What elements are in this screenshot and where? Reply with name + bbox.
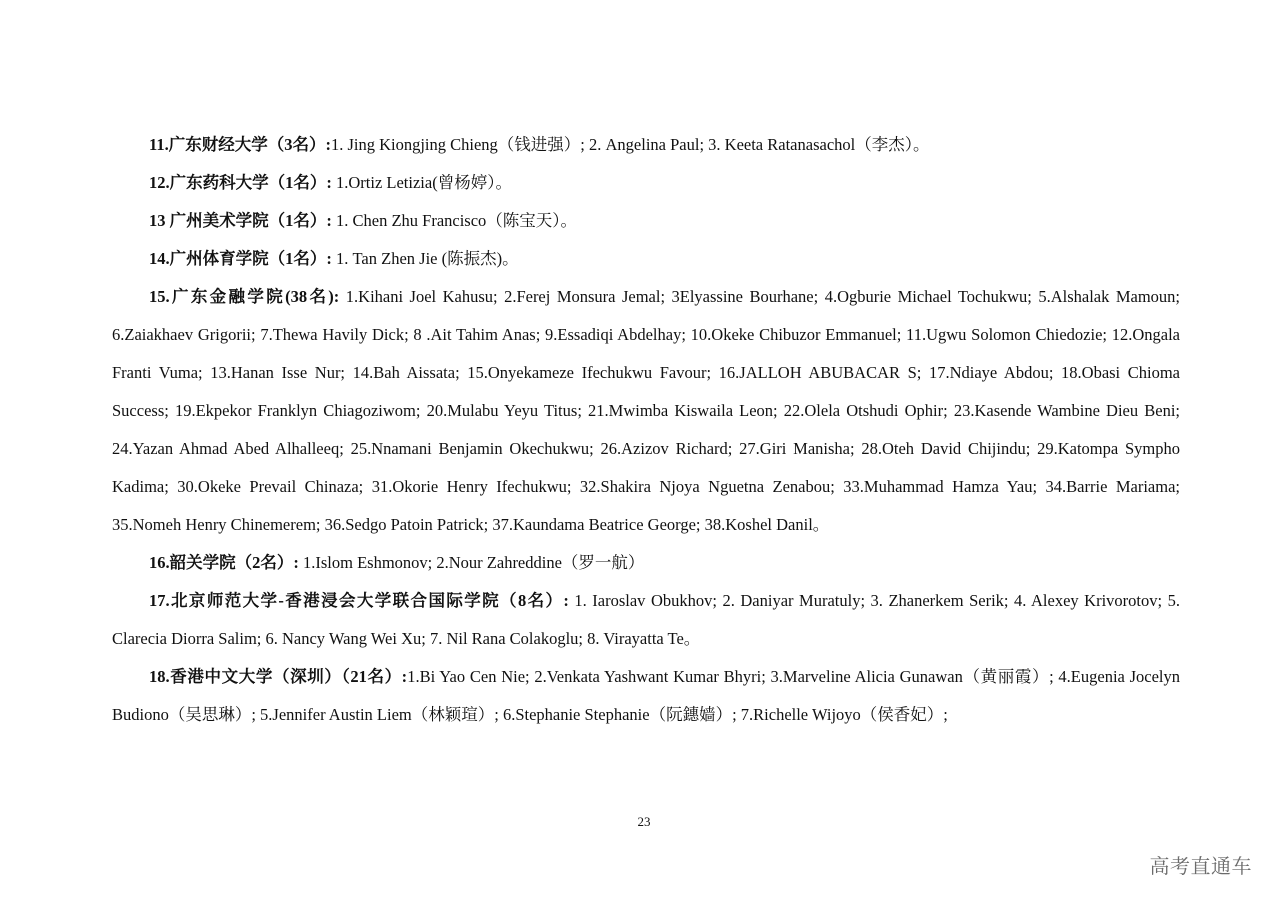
university-entry-13 — [112, 202, 1180, 240]
university-heading: 18.香港中文大学（深圳）（21名）: — [149, 667, 408, 686]
university-heading: 16.韶关学院（2名）: — [149, 553, 299, 572]
university-entry-12 — [112, 164, 1180, 202]
student-name-list: 1.Bi Yao Cen Nie; 2.Venkata Yashwant Kumar Bhyri; 3.Marveline Alicia Gunawan（黄丽霞）; 4.Eugenia Jocelyn Budiono（吴思琳）; 5.Jennifer Austin Liem（林颖瑄）; 6.Stephanie Stephanie（阮鏸嫱）; 7.Richelle Wijoyo（侯香妃）; — [112, 667, 1180, 724]
university-heading: 14.广州体育学院（1名）: — [149, 249, 332, 268]
student-name-list: 1.Kihani Joel Kahusu; 2.Ferej Monsura Jemal; 3Elyassine Bourhane; 4.Ogburie Michael Tochukwu; 5.Alshalak Mamoun; 6.Zaiakhaev Grigorii; 7.Thewa Havily Dick; 8 .Ait Tahim Anas; 9.Essadiqi Abdelhay; 10.Okeke Chibuzor Emmanuel; 11.Ugwu Solomon Chiedozie; 12.Ongala Franti Vuma; 13.Hanan Isse Nur; 14.Bah Aissata; 15.Onyekameze Ifechukwu Favour; 16.JALLOH ABUBACAR S; 17.Ndiaye Abdou; 18.Obasi Chioma Success; 19.Ekpekor Franklyn Chiagoziwom; 20.Mulabu Yeyu Titus; 21.Mwimba Kiswaila Leon; 22.Olela Otshudi Ophir; 23.Kasende Wambine Dieu Beni; 24.Yazan Ahmad Abed Alhalleeq; 25.Nnamani Benjamin Okechukwu; 26.Azizov Richard; 27.Giri Manisha; 28.Oteh David Chijindu; 29.Katompa Sympho Kadima; 30.Okeke Prevail Chinaza; 31.Okorie Henry Ifechukwu; 32.Shakira Njoya Nguetna Zenabou; 33.Muhammad Hamza Yau; 34.Barrie Mariama; 35.Nomeh Henry Chinemerem; 36.Sedgo Patoin Patrick; 37.Kaundama Beatrice George; 38.Koshel Danil。 — [112, 287, 1180, 534]
university-entry-18 — [112, 658, 1180, 734]
university-entry-17 — [112, 582, 1180, 658]
student-name-list: 1. Chen Zhu Francisco（陈宝天）。 — [331, 211, 578, 230]
university-entry-11 — [112, 126, 1180, 164]
university-heading: 12.广东药科大学（1名）: — [149, 173, 332, 192]
student-name-list: 1. Tan Zhen Jie (陈振杰)。 — [331, 249, 519, 268]
watermark-text: 高考直通车 — [1149, 854, 1252, 878]
page-number: 23 — [637, 814, 651, 829]
student-name-list: 1. Iaroslav Obukhov; 2. Daniyar Muratuly; 3. Zhanerkem Serik; 4. Alexey Krivorotov; 5. Clarecia Diorra Salim; 6. Nancy Wang Wei Xu; 7. Nil Rana Colakoglu; 8. Virayatta Te。 — [112, 591, 1180, 648]
university-heading: 15.广东金融学院(38名): — [149, 287, 340, 306]
university-entry-16 — [112, 544, 1180, 582]
university-heading: 11.广东财经大学（3名）: — [149, 135, 331, 154]
university-heading: 13 广州美术学院（1名）: — [149, 211, 332, 230]
student-name-list: 1.Islom Eshmonov; 2.Nour Zahreddine（罗一航） — [298, 553, 645, 572]
document-body — [112, 126, 1180, 734]
university-entry-14 — [112, 240, 1180, 278]
student-name-list: 1. Jing Kiongjing Chieng（钱进强）; 2. Angelina Paul; 3. Keeta Ratanasachol（李杰）。 — [330, 135, 930, 154]
student-name-list: 1.Ortiz Letizia(曾杨婷）。 — [331, 173, 512, 192]
university-heading: 17.北京师范大学-香港浸会大学联合国际学院（8名）: — [149, 591, 569, 610]
university-entry-15 — [112, 278, 1180, 544]
